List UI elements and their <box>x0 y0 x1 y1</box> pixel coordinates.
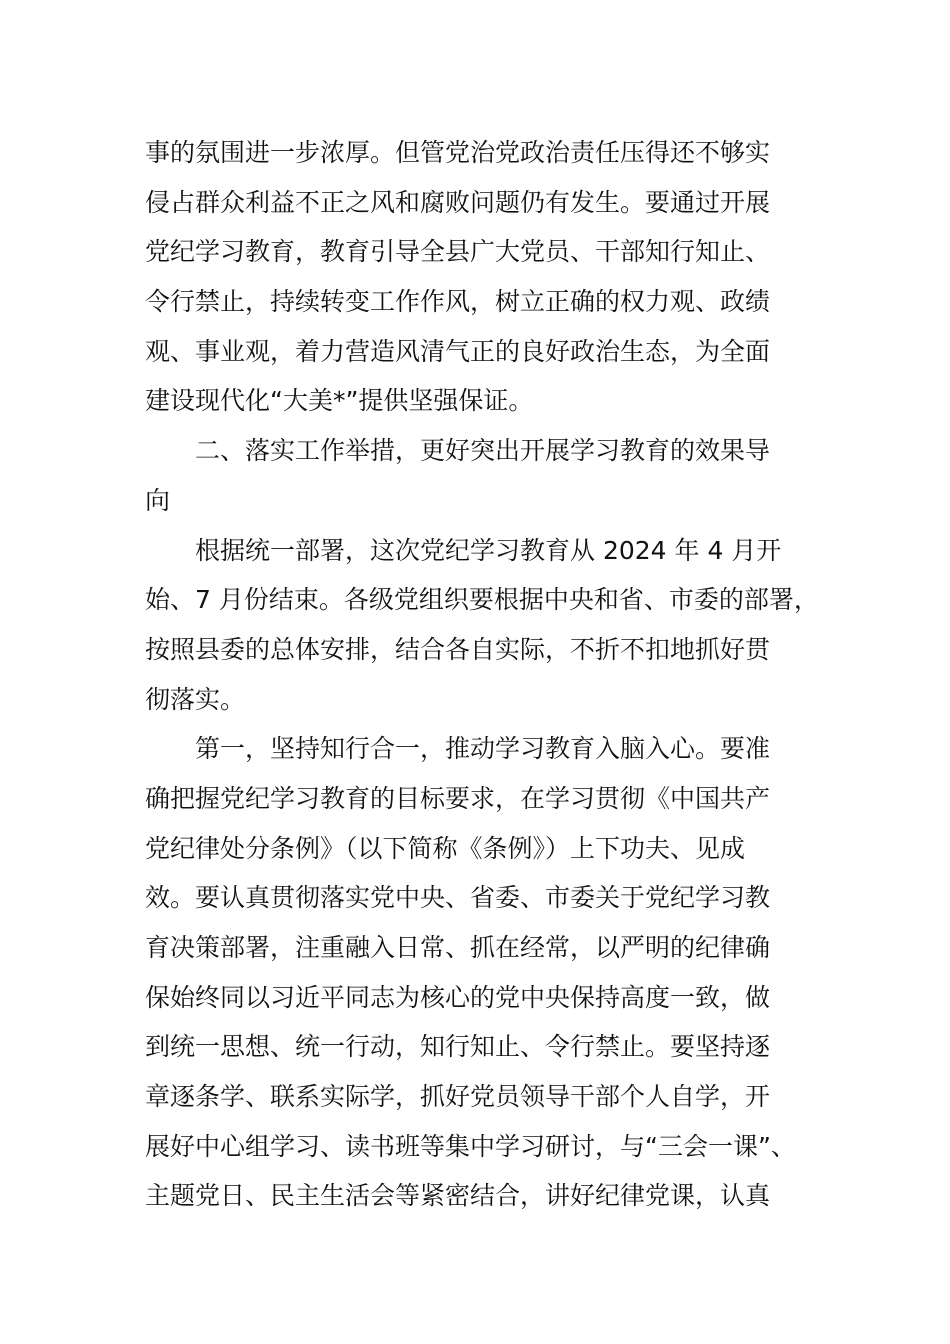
paragraph-line: 建设现代化“大美*”提供坚强保证。 <box>145 386 534 416</box>
paragraph-line: 确把握党纪学习教育的目标要求，在学习贯彻《中国共产 <box>145 783 771 813</box>
paragraph-line: 观、事业观，着力营造风清气正的良好政治生态，为全面 <box>145 336 771 366</box>
section-heading: 二、落实工作举措，更好突出开展学习教育的效果导 <box>195 436 771 466</box>
paragraph-line: 到统一思想、统一行动，知行知止、令行禁止。要坚持逐 <box>145 1032 771 1062</box>
paragraph-line: 效。要认真贯彻落实党中央、省委、市委关于党纪学习教 <box>145 883 771 913</box>
document-body <box>145 128 825 1221</box>
paragraph-line: 章逐条学、联系实际学，抓好党员领导干部个人自学，开 <box>145 1082 771 1112</box>
section-heading-continued: 向 <box>145 485 171 515</box>
paragraph-line: 主题党日、民主生活会等紧密结合，讲好纪律党课，认真 <box>145 1181 771 1211</box>
paragraph-line: 始、7 月份结束。各级党组织要根据中央和省、市委的部署， <box>145 585 819 615</box>
paragraph-line: 第一，坚持知行合一，推动学习教育入脑入心。要准 <box>195 734 771 764</box>
paragraph-line: 党纪律处分条例》（以下简称《条例》）上下功夫、见成 <box>145 833 746 863</box>
paragraph-line: 党纪学习教育，教育引导全县广大党员、干部知行知止、 <box>145 237 771 267</box>
paragraph-line: 育决策部署，注重融入日常、抓在经常，以严明的纪律确 <box>145 933 771 962</box>
paragraph-line: 令行禁止，持续转变工作作风，树立正确的权力观、政绩 <box>145 287 771 317</box>
paragraph-line: 事的氛围进一步浓厚。但管党治党政治责任压得还不够实 <box>145 138 771 167</box>
paragraph-line: 彻落实。 <box>145 684 246 714</box>
paragraph-line: 侵占群众利益不正之风和腐败问题仍有发生。要通过开展 <box>145 187 771 217</box>
paragraph-line: 按照县委的总体安排，结合各自实际，不折不扣地抓好贯 <box>145 634 771 664</box>
paragraph-line: 根据统一部署，这次党纪学习教育从 2024 年 4 月开 <box>195 535 782 565</box>
paragraph-line: 展好中心组学习、读书班等集中学习研讨，与“三会一课”、 <box>145 1131 796 1161</box>
paragraph-line: 保始终同以习近平同志为核心的党中央保持高度一致，做 <box>145 982 771 1012</box>
